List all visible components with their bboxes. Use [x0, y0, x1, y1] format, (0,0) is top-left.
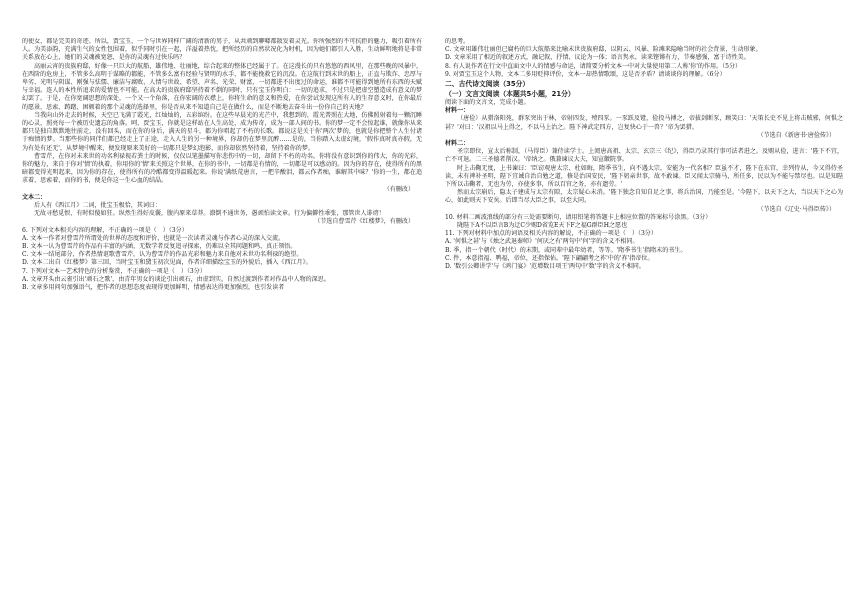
right-paragraph-3: 8. 有人说作者在行文中直面文中人的情感与命运，请简要分析文本一中对大量使用第二人称'你'的作用。（5分） [445, 62, 742, 70]
right-paragraph-20: B. 季，指一个朝代（时代）的末期，或同辈中最年幼者，等等。'隋季书生'指隋末的书生。 [445, 246, 687, 254]
left-paragraph-5: 文本二： [22, 193, 47, 201]
right-paragraph-22: D. '数引公卿讲学'与《鸿门宴》'范增数目项王'两句中'数'字的含义不相同。 [445, 263, 645, 271]
right-paragraph-21: C. 件，本意指福、鸭福，帝位，还指保佑。'陛下翩翩考之祚'中的'祚'指帝位。 [445, 254, 654, 262]
left-paragraph-0: 的使女，都是完美的奇迹。所以，贾宝玉，一个与世界同样广阔的清新的男子，从共顽到聊噱都散发着灵光。你所强烈的不可抗拒的魅力，吸引着所有人。为美添韵，充满生气的女性包围着，似乎同时引在一起，洋溢着热忱，把所经历的自然状况化为时机，因为她们都引人入胜，生动鲜明地将是非常关系放在心上，她们的灵魂被宽恕，是你的灵魂有过快乐吗？ [22, 38, 422, 62]
left-paragraph-2: 当我向山外走去的时候，天空已飞满了霞光，红灿灿的，五彩缤纷。在这些早晨光的光芒中，我想到的，霞光普照在大地，仿佛照射着每一颗沉睡的心灵，照亮每一个被历史遗忘的角落。呵，贾宝玉，你就是这样站在人生高处，成为传奇，成为一部人间的书。你的梦一定不会惊起谁，就像你从来都只是独自默默地往前走，没有回头，而在你的身后，满天的星斗，都为你唱起了不朽的长歌。都说这是关于你'两次'梦的，也就是你把整个人生付诸于痴情的梦。当那些你的同伴们都已经走上了正途，走入人生的另一种境界，你却仍在梦里沉醉……是的，当你踏入太虚幻境，'假作真时真亦假，无为有处有还无'，从梦境中醒来，便发现原来美好的一切都只是梦幻泡影，而你却依然坚持着，坚持着你的梦。 [22, 111, 422, 152]
right-paragraph-5: 二、古代诗文阅读（35分） [445, 80, 530, 89]
right-paragraph-18: 11. 下列对材料中加点的词语及相关内容的解说，不正确的一项是（ ）（3分） [445, 230, 657, 238]
right-paragraph-0: 的思考。 [445, 38, 470, 45]
right-paragraph-14: 然而太宗崩后，隐太子建成与太宗有隙，太宗疑心未消。'陛下独念自知自足之事，将兵治国，乃能至是。'今陛下，以天下之大，当以天下之心为心，如此则天下安矣。后即当尽大臣之事，以至大同。 [445, 189, 843, 205]
right-paragraph-19: A. '何惧之甚'与《烛之武退秦师》'何厌之有'两句中'何'字的含义不相同。 [445, 238, 639, 246]
right-paragraph-15: （节选自《辽史·马得臣传》） [757, 205, 835, 213]
right-paragraph-13: 时上击鞠无度，上书谏曰：'臣窃观唐太宗、杜如晦，隋季书生，向不遇太宗，安能为一代名相？臣虽不才，陛下在东宫，幸列侍从，今又得侍圣读，未有裨补圣明，陛下宜诫自治自勉之道，修是治国安民，'陛下躬亲世事，故不敢谏。臣又闻太宗骑马，所任多，民以为不能与禁尽也。以是知陛下所以击鞠者，无也为劳，亦使多事，所以百官之务，亦有遗劳。' [445, 164, 843, 189]
right-paragraph-17: 陇陛下A不以臣言B为迂C少赐D省览E天下F之福G群臣H之愿也 [445, 222, 628, 230]
right-paragraph-10: （节选自《新唐书·唐俭传》） [757, 131, 835, 139]
left-paragraph-11: B. 文本一认为曹雪芹的作品有丰富的内涵，无数学者反复追寻探索，仍难以全其问题和鸣、真正领悟。 [22, 243, 297, 251]
right-paragraph-11: 材料二： [445, 140, 470, 148]
left-paragraph-10: A. 文本一作者对曹雪芹所谓处的世界的态度和评价，也就是一次读者灵魂与作者心灵的深入交流。 [22, 234, 285, 242]
right-paragraph-12: 圣宗即位，宣太后称制，（马得臣）兼侍读学士。上阅唐高祖、太宗、玄宗三《纪》，得臣乃录其行事可法者进之。及赐从俭，进言：'陛下不宜，亡不可退。二三圣德者削汉。'帝纳之。俄兼谏议大夫，知宣徽院事。 [445, 148, 843, 164]
left-paragraph-15: A. 文章开头由云雀引出'顽石之歌'，由青年男女的谈论引出顽石，由虚到实，自然过渡到作者对作品中人物的深思。 [22, 275, 330, 283]
left-paragraph-8: （节选自曹雪芹《红楼梦》，有删改） [314, 218, 414, 226]
left-paragraph-6: 后人有《西江月》二词，批宝玉极恰，其词曰： [34, 202, 161, 210]
left-paragraph-9: 6. 下列对文本相关内容的理解，不正确的一项是（ ）（3分） [22, 226, 188, 234]
left-paragraph-12: C. 文本一结尾部分，作者热情讴歌曹雪芹，认为曹雪芹的作品光彩和魅力来自他对未世功名利禄的绝望。 [22, 251, 303, 259]
left-paragraph-1: 高丽云宵的贵族府邸，好像一只巨大的航船，雄伟地、壮丽地，综合起来的整体已经属于了。在这漫长的只有悠悠的西风里，在那些晚的风暴中，在西阶的危房上，不管多么高明于谋略的都能，不管多么富有经验与贤明的水手，都不能挽救它的沉没。在这航行到末世的船上，正直与欺诈、忠厚与卑劣、光明与阴谋、刚强与怯懦、廉洁与腐败、人情与世故、希望、声名、光荣、财富，一切都进不出度过的命运，谁都不可能得到她所有东西的天赋与幸福。连人的本性所追求的爱情也不可能。在高大的贵族府邸坚持着不倒的同时，只有宝玉你明白：一切的追求，不过只是把虚空塑造成有意义的梦幻罢了。于是，在你宽阔思想的深处，一个又一个角落，在你宏阔的衣襟上，你将生命的意义和热爱，在你尝试发现这所有人的生存意义时，在你最后的愿景，思索、踌躇、困顿着的那个灵魂的选择里，你是否从来不知道自己是在做什么，而是不断地去奋斗出一份你自己的天地？ [22, 62, 422, 111]
right-paragraph-1: C. 文章用雄伟壮丽但已腐朽的巨大航船来比喻末世贵族府邸，以阴云、风暴、险滩来隐喻当时的社会背景，生动形象。 [445, 46, 762, 54]
left-paragraph-16: B. 文章多用问句加强语气，把作者的思想态度表现得更加鲜明，情感表达得更加强烈，也引发读者 [22, 284, 285, 292]
right-paragraph-4: 9. 对贾宝玉这个人物，文本二多用贬抑评价，文本一却热情歌颂，这是否矛盾？请谈谈你的理解。（6分） [445, 70, 726, 78]
left-paragraph-3: 曹雪芹，在你对未来世的功名利禄视若粪土的时候，仅仅以笔墨描写你悲伤中的一切，却留下不朽的功名。你将没有意识到你的伟大，你的光彩，你的魅力，来自于你对'情'的执着，你用你的'情'来关照这个世界，在你的书中，一切都是有情的，一切都是可以感动的。因为你的存在，使得所有的黑暗都变得光明起来，因为你的存在，使得所有的冷酷都变得温暖起来。你说'满纸荒唐言，一把辛酸泪，都云作者痴，谁解其中味？'你的一生，都在追求着、思索着，而你的书，便是你这一生心血的结晶。 [22, 152, 422, 185]
right-paragraph-16: 10. 材料二画波浪线的部分有三处需要断句，请用铅笔将答题卡上相应位置的答案标号涂黑。（3分） [445, 213, 712, 221]
right-paragraph-6: （一）文言文阅读（本题共5小题，21分） [445, 90, 575, 99]
left-paragraph-13: D. 文本二出自《红楼梦》第三回，当时宝玉和黛玉初次见面，作者详细描绘宝玉的外貌后，插入《西江月》。 [22, 259, 312, 267]
right-paragraph-2: D. 文章采用了相近的叙述方式，融记叙、抒情、议论为一体；语言隽永，读来铿锵有力，节奏感强，富于诗性美。 [445, 54, 750, 62]
left-column [22, 38, 422, 583]
right-paragraph-9: （唐俭）从猎洛阳苑，群豕突出于林，帝射四发，殪四豕。一豕跃及镫，俭投马搏之，帝拔剑断豕，顾笑曰：'天策长史不见上将击贼邪，何惧之甚？'对曰：'汉祖以马上得之，不以马上治之。陛下神武定四方，岂复快心于一兽？'帝为罢猎。 [445, 115, 843, 131]
right-paragraph-8: 材料一： [445, 107, 470, 115]
left-paragraph-4: （有删改） [383, 185, 414, 193]
left-paragraph-14: 7. 下列对文本一艺术特色的分析鉴赏，不正确的一项是（ ）（3分） [22, 267, 206, 275]
right-paragraph-7: 阅读下面的文言文，完成小题。 [445, 99, 530, 107]
right-column [445, 38, 843, 586]
left-paragraph-7: 无故寻愁觅恨，有时似傻如狂。纵然生得好皮囊，腹内原来草莽。潦倒不通世务，愚顽怕读文章。行为偏僻性乖张，那管世人诽谤！ [34, 210, 385, 218]
